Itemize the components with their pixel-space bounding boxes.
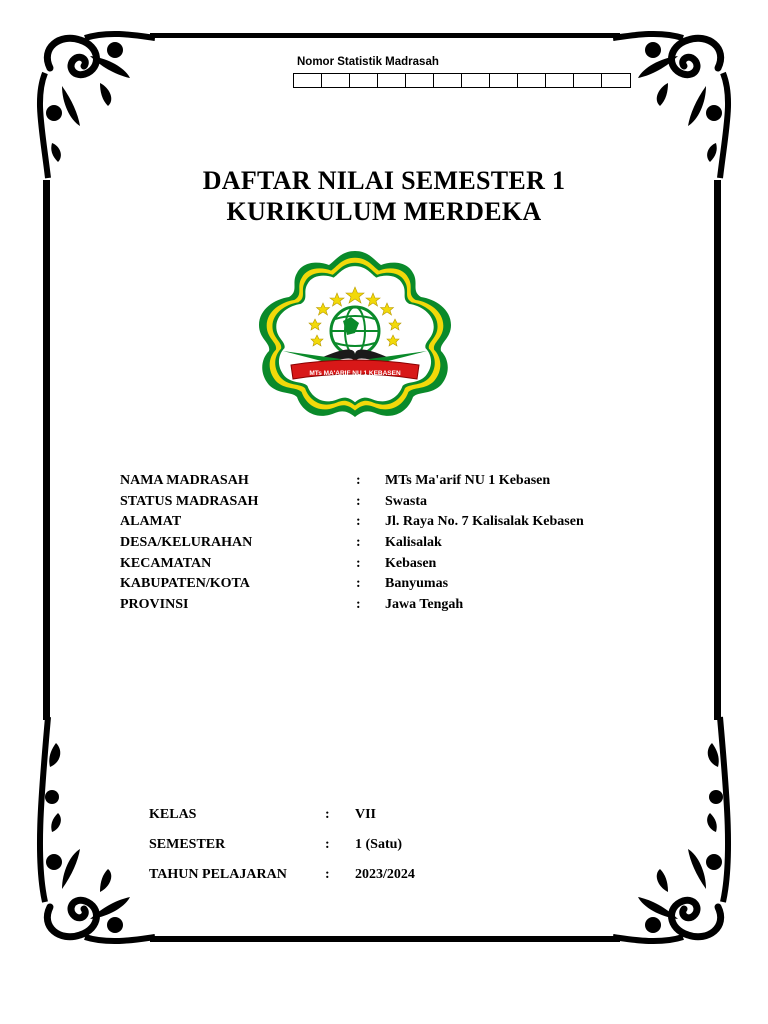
info-label: SEMESTER [149,837,226,852]
info-colon: : [356,576,361,592]
nsm-digit-box [406,74,434,87]
info-value: Jawa Tengah [385,596,464,612]
nsm-digit-box [350,74,378,87]
nsm-digit-box [518,74,546,87]
info-colon: : [356,473,361,489]
info-value: VII [355,807,377,822]
nsm-digit-box [490,74,518,87]
nsm-digit-box [294,74,322,87]
info-label: KELAS [149,807,197,822]
bottom-right-ornament-icon [608,712,738,947]
frame-top-border [150,33,620,38]
top-left-ornament-icon [30,28,160,188]
nsm-label: Nomor Statistik Madrasah [297,56,439,68]
bottom-left-ornament-icon [30,712,160,947]
info-colon: : [325,807,330,822]
document-title-line-1: DAFTAR NILAI SEMESTER 1 [202,166,566,195]
frame-bottom-border [150,936,620,942]
info-value: Banyumas [385,576,449,592]
nsm-number-boxes [293,73,631,88]
info-row-district [120,553,584,574]
frame-left-border [43,180,50,720]
info-colon: : [325,837,330,852]
nsm-digit-box [462,74,490,87]
info-value: Kebasen [385,555,437,571]
info-row-province [120,595,584,616]
info-label: STATUS MADRASAH [120,493,259,509]
school-info-table [120,471,584,615]
info-colon: : [356,555,361,571]
school-emblem-logo [251,247,459,423]
document-title-line-2: KURIKULUM MERDEKA [226,197,542,226]
info-colon: : [356,535,361,551]
top-right-ornament-icon [608,28,738,188]
info-row-semester [149,830,415,860]
nsm-digit-box [602,74,630,87]
info-colon: : [356,514,361,530]
info-row-academic-year [149,860,415,890]
nsm-digit-box [434,74,462,87]
info-row-address [120,512,584,533]
info-value: 2023/2024 [355,867,415,882]
nsm-digit-box [322,74,350,87]
info-value: Kalisalak [385,535,442,551]
info-label: KABUPATEN/KOTA [120,576,250,592]
frame-right-border [714,180,721,720]
info-colon: : [356,493,361,509]
info-label: PROVINSI [120,596,189,612]
class-info-table [149,800,415,890]
info-row-class [149,800,415,830]
info-value: 1 (Satu) [355,837,403,852]
info-colon: : [325,867,330,882]
info-label: DESA/KELURAHAN [120,535,253,551]
nsm-digit-box [546,74,574,87]
info-row-village [120,533,584,554]
info-label: KECAMATAN [120,555,212,571]
info-label: TAHUN PELAJARAN [149,867,287,882]
info-value: MTs Ma'arif NU 1 Kebasen [385,473,551,489]
info-row-school-name [120,471,584,492]
info-colon: : [356,596,361,612]
info-row-regency [120,574,584,595]
info-row-school-status [120,492,584,513]
nsm-digit-box [378,74,406,87]
nsm-digit-box [574,74,602,87]
info-label: ALAMAT [120,514,182,530]
info-value: Swasta [385,493,428,509]
emblem-banner-text: MTs MA'ARIF NU 1 KEBASEN [309,370,401,377]
info-label: NAMA MADRASAH [120,473,249,489]
info-value: Jl. Raya No. 7 Kalisalak Kebasen [385,514,584,530]
